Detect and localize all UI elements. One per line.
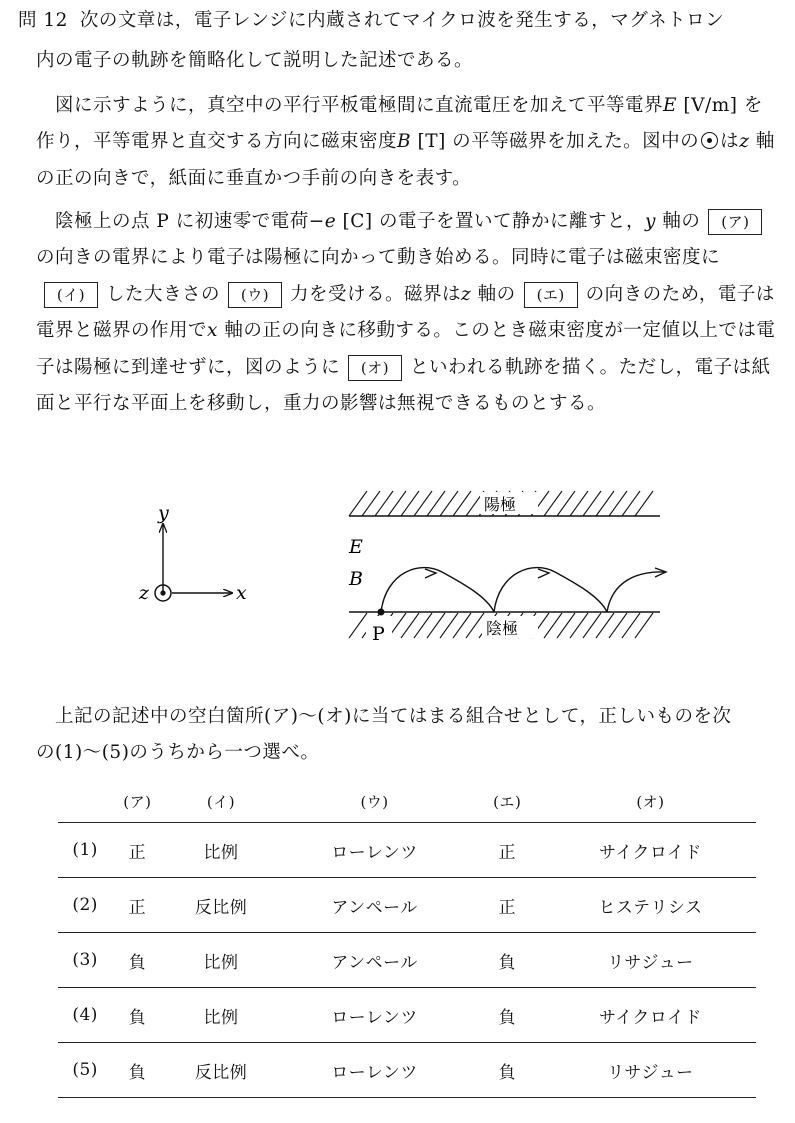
- field-label-B: B: [349, 568, 363, 590]
- prompt-line-1: [36, 702, 732, 732]
- cell-i: 反比例: [162, 1043, 279, 1098]
- para1-text-2: [V/m] を作り，平等電界と直交する方向に磁束密度: [36, 95, 763, 153]
- header-cell-i: (イ): [162, 780, 279, 823]
- cell-e: 負: [470, 1043, 545, 1098]
- table-row[interactable]: [58, 1043, 756, 1098]
- blank-o: (オ): [348, 355, 402, 381]
- cell-a: 正: [112, 878, 162, 933]
- table-row[interactable]: [58, 988, 756, 1043]
- cell-o: リサジュー: [545, 1043, 756, 1098]
- cell-u: アンペール: [279, 933, 469, 988]
- para2-text-5: した大きさの: [106, 283, 221, 305]
- cell-a: 正: [112, 823, 162, 878]
- para1-text-3: [T] の平等磁界を加えた。図中の: [411, 131, 700, 153]
- para2-text-9: 軸の正の向きに移動する。このとき磁束密度が一定値以上では電子は陽極に到達せずに，図のように: [36, 320, 776, 378]
- cell-e: 負: [470, 933, 545, 988]
- cathode-plate: [349, 612, 660, 645]
- para2-text-4: の向きの電界により電子は陽極に向かって動き始める。同時に電子は磁束密度に: [36, 247, 721, 269]
- cell-u: ローレンツ: [279, 1043, 469, 1098]
- para2-text-8: の向きのため，電子は電界と磁界の作用で: [36, 283, 775, 342]
- cell-a: 負: [112, 1043, 162, 1098]
- cell-a: 負: [112, 933, 162, 988]
- header-cell-number: [58, 780, 112, 823]
- cell-o: サイクロイド: [545, 823, 756, 878]
- header-cell-e: (エ): [470, 780, 545, 823]
- cell-u: ローレンツ: [279, 823, 469, 878]
- cell-o: サイクロイド: [545, 988, 756, 1043]
- trajectory-arc-3: [607, 572, 664, 612]
- cell-e: 正: [470, 878, 545, 933]
- para1-text-1: 図に示すように，真空中の平行平板電極間に直流電圧を加えて平等電界: [55, 95, 664, 116]
- symbol-z-2: z: [461, 283, 472, 305]
- question-number: 問 12: [18, 10, 68, 31]
- question-intro-line-2: 内の電子の軌跡を簡略化して説明した記述である。: [36, 50, 474, 71]
- cell-i: 反比例: [162, 878, 279, 933]
- blank-e: (エ): [524, 282, 578, 308]
- cell-u: ローレンツ: [279, 988, 469, 1043]
- option-number: (3): [58, 933, 112, 988]
- option-number: (1): [58, 823, 112, 878]
- z-axis-dot-icon: [160, 590, 165, 595]
- cell-o: リサジュー: [545, 933, 756, 988]
- symbol-minus-e: −e: [308, 211, 337, 232]
- blank-i: (イ): [44, 282, 98, 308]
- prompt-text-1: 上記の記述中の空白箇所(ア)～(オ)に当てはまる組合せとして，正しいものを次: [55, 706, 732, 727]
- cell-e: 負: [470, 988, 545, 1043]
- para2-text-6: 力を受ける。磁界は: [290, 283, 462, 305]
- cell-a: 負: [112, 988, 162, 1043]
- table-row[interactable]: [58, 823, 756, 878]
- axis-label-y: y: [158, 502, 169, 524]
- options-table: [58, 780, 756, 1098]
- para1-text-4: は: [720, 131, 740, 153]
- table-header-row: [58, 780, 756, 823]
- question-intro-text-1: 次の文章は，電子レンジに内蔵されてマイクロ波を発生する，マグネトロン: [79, 10, 725, 31]
- symbol-x: x: [207, 320, 218, 342]
- para2-text-2: [C] の電子を置いて静かに離すと，: [336, 211, 646, 232]
- symbol-B: B: [397, 131, 412, 153]
- cathode-label: 陰極: [486, 619, 519, 638]
- point-P-dot: [378, 609, 385, 616]
- header-cell-o: (オ): [545, 780, 756, 823]
- cell-i: 比例: [162, 823, 279, 878]
- header-cell-u: (ウ): [279, 780, 469, 823]
- trajectory-arc-1: [381, 568, 494, 612]
- option-number: (2): [58, 878, 112, 933]
- option-number: (4): [58, 988, 112, 1043]
- trajectory-arrow-1-icon: [425, 569, 436, 578]
- symbol-y: y: [645, 211, 656, 232]
- symbol-z: z: [739, 131, 750, 153]
- para2-text-1: 陰極上の点 P に初速零で電荷: [55, 211, 309, 232]
- axis-label-z: z: [139, 582, 150, 604]
- para2-text-3: 軸の: [655, 211, 701, 232]
- option-number: (5): [58, 1043, 112, 1098]
- blank-u: (ウ): [228, 282, 282, 308]
- anode-plate: [349, 491, 660, 516]
- cell-o: ヒステリシス: [545, 878, 756, 933]
- anode-label: 陽極: [484, 495, 517, 514]
- symbol-E: E: [663, 95, 678, 116]
- cell-i: 比例: [162, 933, 279, 988]
- table-row[interactable]: [58, 878, 756, 933]
- electron-trajectory: [381, 568, 666, 612]
- blank-a: (ア): [708, 209, 762, 235]
- prompt-line-2: の(1)～(5)のうちから一つ選べ。: [36, 742, 320, 763]
- point-P-label: P: [372, 623, 385, 645]
- trajectory-arc-2: [494, 568, 607, 612]
- para2-text-10: といわれる軌跡を描く。ただし，電子は紙面と平行な平面上を移動し，重力の影響は無視できるものとする。: [36, 356, 771, 415]
- header-cell-a: (ア): [112, 780, 162, 823]
- para1-text-5: 軸の正の向きで，紙面に垂直かつ手前の向きを表す。: [36, 131, 775, 189]
- para2-text-7: 軸の: [471, 283, 516, 305]
- trajectory-arrow-2-icon: [538, 569, 549, 578]
- field-label-E: E: [349, 536, 363, 558]
- coordinate-axes: [138, 502, 247, 604]
- axis-label-x: x: [236, 582, 247, 604]
- cell-i: 比例: [162, 988, 279, 1043]
- table-row[interactable]: [58, 933, 756, 988]
- cell-e: 正: [470, 823, 545, 878]
- cell-u: アンペール: [279, 878, 469, 933]
